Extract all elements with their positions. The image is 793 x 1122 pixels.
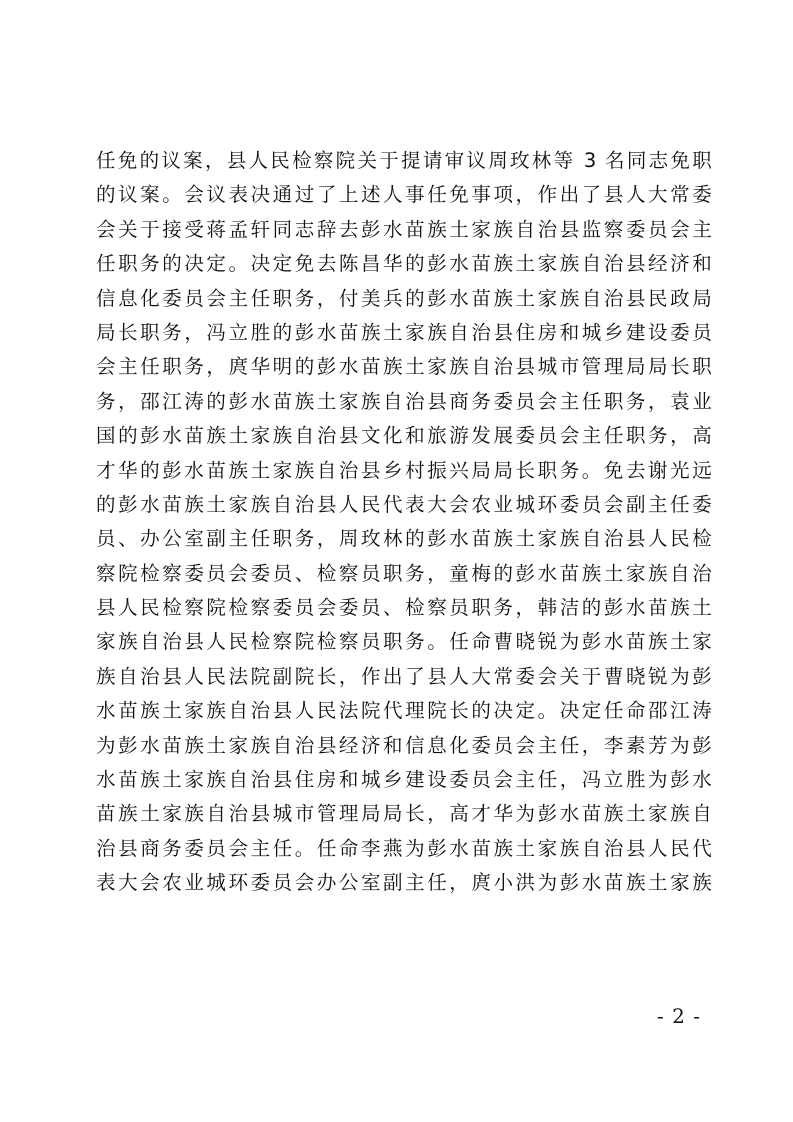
text-line: 家族自治县人民检察院检察员职务。任命曹晓锐为彭水苗族土家 <box>96 630 712 654</box>
text-line: 国的彭水苗族土家族自治县文化和旅游发展委员会主任职务，高 <box>96 424 712 448</box>
text-line: 任免的议案，县人民检察院关于提请审议周玫林等 3 名同志免职 <box>96 149 712 172</box>
page-number: - 2 - <box>657 1004 701 1028</box>
text-line: 水苗族土家族自治县人民法院代理院长的决定。决定任命邵江涛 <box>96 699 712 723</box>
text-line: 信息化委员会主任职务，付美兵的彭水苗族土家族自治县民政局 <box>96 286 712 310</box>
text-line: 员、办公室副主任职务，周玫林的彭水苗族土家族自治县人民检 <box>96 527 712 551</box>
text-line: 任职务的决定。决定免去陈昌华的彭水苗族土家族自治县经济和 <box>96 252 712 276</box>
text-line: 的彭水苗族土家族自治县人民代表大会农业城环委员会副主任委 <box>96 492 712 516</box>
text-line: 的议案。会议表决通过了上述人事任免事项，作出了县人大常委 <box>96 183 712 207</box>
text-line: 为彭水苗族土家族自治县经济和信息化委员会主任，李素芳为彭 <box>96 733 712 757</box>
text-line: 表大会农业城环委员会办公室副主任，庹小洪为彭水苗族土家族 <box>96 871 712 895</box>
text-line: 务，邵江涛的彭水苗族土家族自治县商务委员会主任职务，袁业 <box>96 389 712 413</box>
text-line: 局长职务，冯立胜的彭水苗族土家族自治县住房和城乡建设委员 <box>96 320 712 344</box>
text-line: 才华的彭水苗族土家族自治县乡村振兴局局长职务。免去谢光远 <box>96 458 712 482</box>
text-line: 族自治县人民法院副院长，作出了县人大常委会关于曹晓锐为彭 <box>96 664 712 688</box>
text-line: 苗族土家族自治县城市管理局局长，高才华为彭水苗族土家族自 <box>96 802 712 826</box>
text-line: 会关于接受蒋孟轩同志辞去彭水苗族土家族自治县监察委员会主 <box>96 217 712 241</box>
text-line: 县人民检察院检察委员会委员、检察员职务，韩洁的彭水苗族土 <box>96 596 712 620</box>
body-text <box>96 144 712 901</box>
text-line: 察院检察委员会委员、检察员职务，童梅的彭水苗族土家族自治 <box>96 561 712 585</box>
text-line: 治县商务委员会主任。任命李燕为彭水苗族土家族自治县人民代 <box>96 836 712 860</box>
text-line: 水苗族土家族自治县住房和城乡建设委员会主任，冯立胜为彭水 <box>96 768 712 792</box>
text-line: 会主任职务，庹华明的彭水苗族土家族自治县城市管理局局长职 <box>96 355 712 379</box>
